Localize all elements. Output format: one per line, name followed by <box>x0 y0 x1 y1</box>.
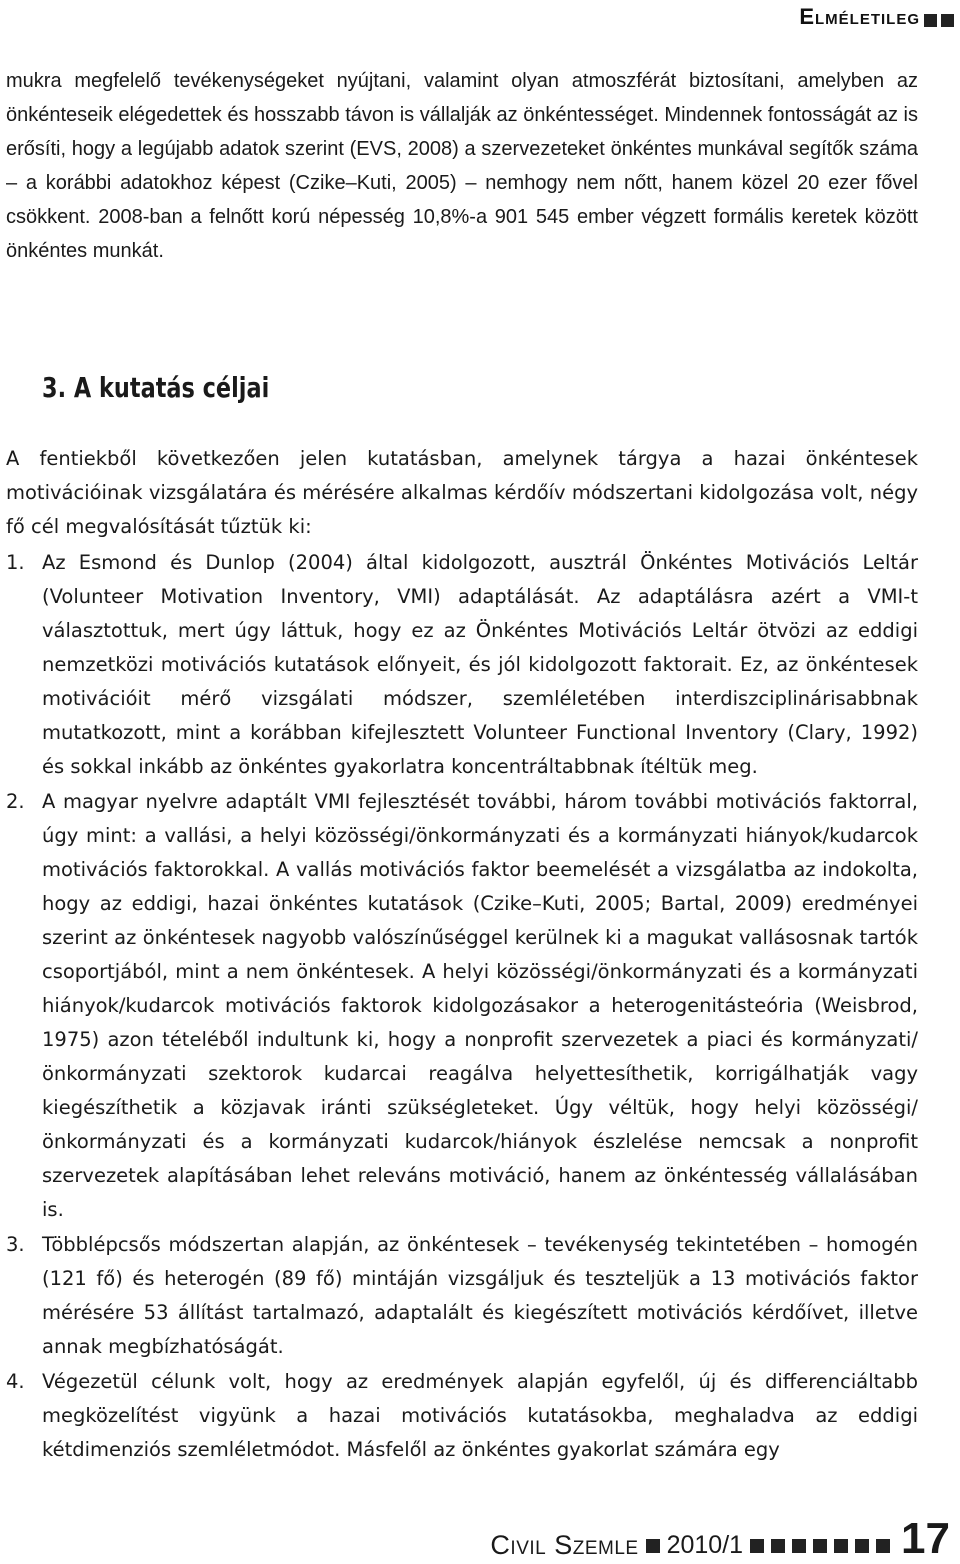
list-item-number: 2. <box>6 790 25 813</box>
square-bullet-icon <box>750 1539 764 1553</box>
list-item-text: Végezetül célunk volt, hogy az eredmények alapján egyfelől, új és differenciáltabb megközelítést vigyünk a hazai motivációs kutatásokba, meghaladva az eddigi kétdimenziós szemléletmódot. Másfelől az önkéntes gyakorlat számára egy <box>42 1370 918 1461</box>
square-bullet-icon <box>813 1539 827 1553</box>
intro-paragraph: mukra megfelelő tevékenységeket nyújtani, valamint olyan atmoszférát biztosítani, amelyben az önkénteseik elégedettek és hosszabb távon is vállalják az önkéntességet. Mindennek fontosságát az is erősíti, hogy a legújabb adatok szerint (EVS, 2008) a szervezeteket önkéntes munkával segítők száma – a korábbi adatokhoz képest (Czike–Kuti, 2005) – nemhogy nem nőtt, hanem közel 20 ezer fővel csökkent. 2008-ban a felnőtt korú népesség 10,8%-a 901 545 ember végzett formális keretek között önkéntes munkát. <box>6 70 918 262</box>
goals-list <box>6 546 918 1468</box>
list-item <box>6 785 918 1227</box>
square-bullet-icon <box>792 1539 806 1553</box>
list-item-text: Többlépcsős módszertan alapján, az önkéntesek – tevékenység tekintetében – homogén (121 fő) és heterogén (89 fő) mintáján vizsgáljuk és teszteljük a 13 motivációs faktor mérésére 53 állítást tartalmazó, adaptalált és kiegészített motivációs kérdőívet, illetve annak megbízhatóságát. <box>42 1233 918 1358</box>
list-item <box>6 546 918 784</box>
page-number: 17 <box>901 1514 950 1563</box>
square-bullet-icon <box>924 14 937 27</box>
section-title: Elméletileg <box>799 4 920 29</box>
square-bullet-icon <box>876 1539 890 1553</box>
list-item <box>6 1228 918 1364</box>
list-item-number: 1. <box>6 551 25 574</box>
list-item-text: A magyar nyelvre adaptált VMI fejlesztését további, három további motivációs faktorral, úgy mint: a vallási, a helyi közösségi/önkormányzati és a kormányzati hiányok/kudarcok motivációs faktorokkal. A vallás motivációs faktor beemelését a vizsgálatba az indokolta, hogy az eddigi, hazai önkéntes kutatások (Czike–Kuti, 2005; Bartal, 2009) eredményei szerint az önkéntesek nagyobb valószínűséggel kerülnek ki a magukat vallásosnak tartók csoportjából, mint a nem önkéntesek. A helyi közösségi/önkormányzati és a kormányzati hiányok/kudarcok motivációs faktorok kidolgozásakor a heterogenitásteória (Weisbrod, 1975) azon tételéből indultunk ki, hogy a nonprofit szervezetek a piaci és kormányzati/önkormányzati szektorok kudarcai reagálva helyettesíthetik, korrigálhatják vagy kiegészíthetik a közjavak iránti szükségleteket. Úgy véltük, hogy helyi közösségi/önkormányzati és a kormányzati kudarcok/hiányok észlelése nemcsak a nonprofit szervezetek alapításában lehet releváns motiváció, hanem az önkéntesség vállalásában is. <box>42 790 918 1221</box>
journal-name: Civil Szemle <box>490 1530 639 1560</box>
lead-paragraph: A fentiekből következően jelen kutatásban, amelynek tárgya a hazai önkéntesek motivációinak vizsgálatára és mérésére alkalmas kérdőív módszertani kidolgozása volt, négy fő cél megvalósítását tűztük ki: <box>6 447 918 538</box>
square-bullet-icon <box>771 1539 785 1553</box>
square-bullet-icon <box>834 1539 848 1553</box>
square-bullet-icon <box>941 14 954 27</box>
list-item-text: Az Esmond és Dunlop (2004) által kidolgozott, ausztrál Önkéntes Motivációs Leltár (Volunteer Motivation Inventory, VMI) adaptálását. Az adaptálásra azért a VMI-t választottuk, mert úgy láttuk, hogy ez az Önkéntes Motivációs Leltár ötvözi az eddigi nemzetközi motivációs kutatások előnyeit, és jól kidolgozott faktorait. Ez, az önkéntesek motivációit mérő vizsgálati módszer, szemléletében interdiszciplinárisabbnak mutatkozott, mint a korábban kifejlesztett Volunteer Functional Inventory (Clary, 1992) és sokkal inkább az önkéntes gyakorlatra koncentráltabbnak ítéltük meg. <box>42 551 918 778</box>
list-item-number: 3. <box>6 1233 25 1256</box>
page-footer <box>490 1512 950 1562</box>
square-bullet-icon <box>646 1539 660 1553</box>
running-header <box>799 2 954 32</box>
list-item <box>6 1365 918 1467</box>
square-bullet-icon <box>855 1539 869 1553</box>
issue-number: 2010/1 <box>666 1531 744 1559</box>
list-item-number: 4. <box>6 1370 25 1393</box>
section-heading: 3. A kutatás céljai <box>42 371 270 404</box>
